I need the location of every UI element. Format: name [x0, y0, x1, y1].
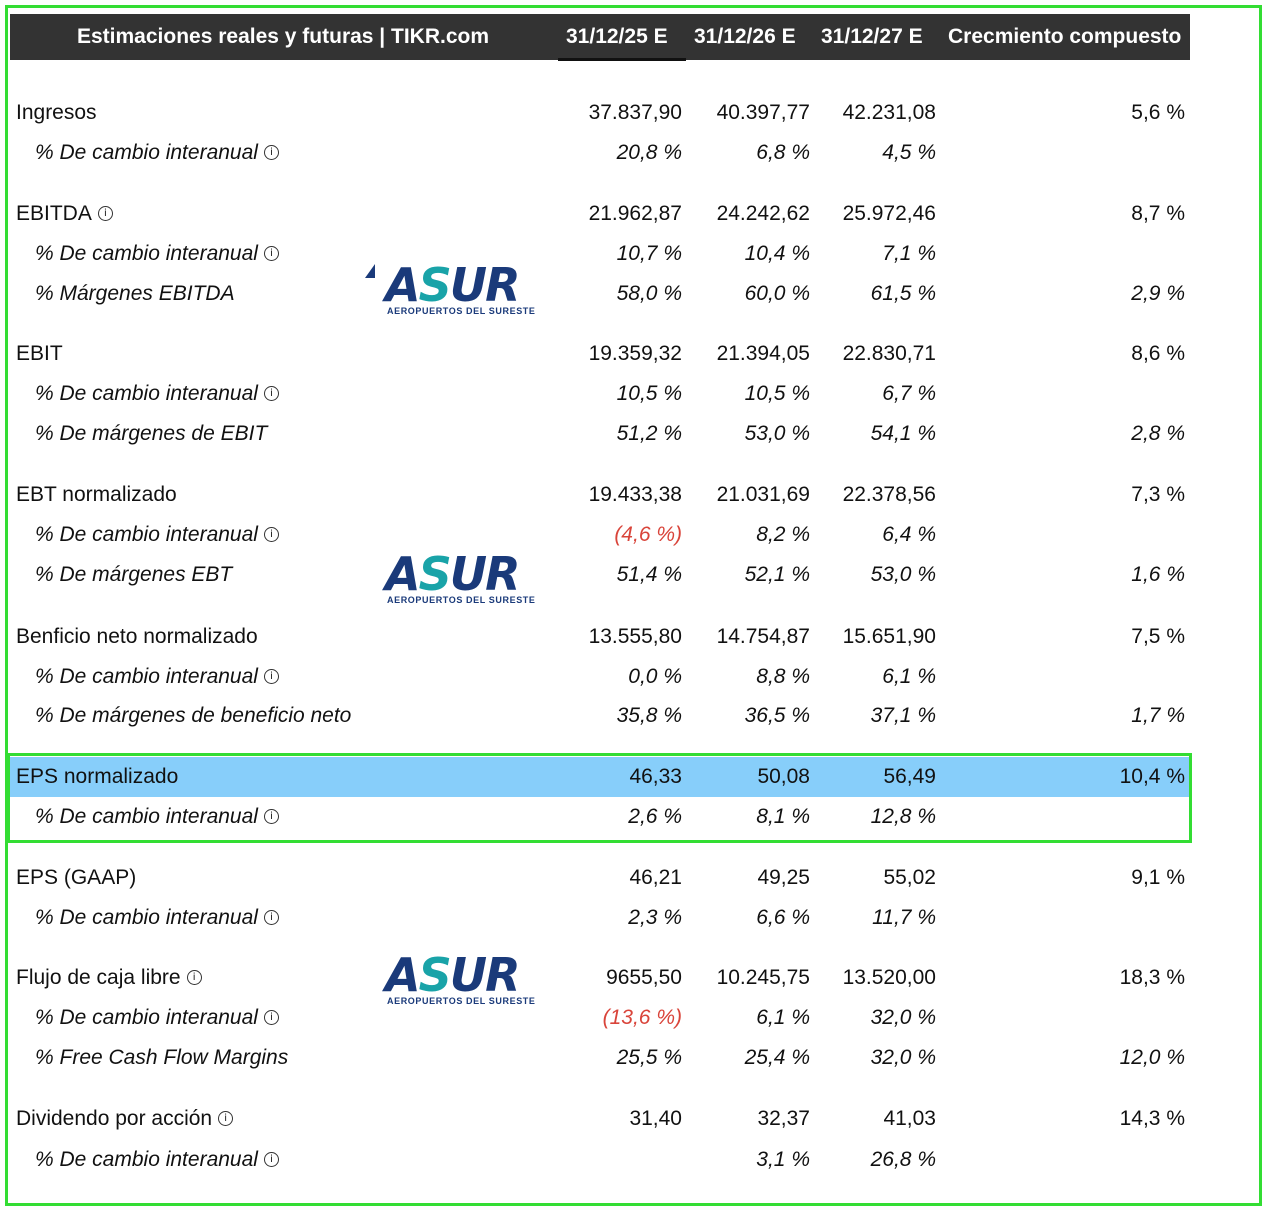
- selected-column-underline: [558, 58, 686, 61]
- table-row: [10, 998, 1190, 1038]
- table-row: [10, 194, 1190, 234]
- cell-value: 22.378,56: [842, 483, 936, 506]
- cell-value: 7,5 %: [1131, 625, 1185, 648]
- cell-value: 56,49: [883, 765, 936, 788]
- cell-value: 3,1 %: [756, 1148, 810, 1171]
- table-row: [10, 696, 1190, 736]
- cell-value: 25,4 %: [744, 1046, 810, 1069]
- cell-value: 10,4 %: [744, 242, 810, 265]
- cell-value: 22.830,71: [842, 342, 936, 365]
- table-row: [10, 1140, 1190, 1180]
- highlight-box: [7, 753, 1192, 843]
- cell-value: 31,40: [629, 1107, 682, 1130]
- cell-value: 7,1 %: [882, 242, 936, 265]
- header-col-cagr[interactable]: Crecmiento compuesto: [948, 25, 1182, 48]
- cell-value-negative: (13,6 %): [602, 1006, 682, 1029]
- cell-value: 12,0 %: [1119, 1046, 1185, 1069]
- row-label: Ingresos: [16, 101, 97, 124]
- row-label: % De márgenes EBT: [35, 563, 233, 586]
- cell-value: 2,8 %: [1131, 422, 1185, 445]
- header-col-2027[interactable]: 31/12/27 E: [821, 25, 923, 48]
- row-label: % Márgenes EBITDA: [35, 282, 235, 305]
- cell-value: 51,4 %: [616, 563, 682, 586]
- row-label: % De márgenes de EBIT: [35, 422, 268, 445]
- cell-value: 32,0 %: [870, 1046, 936, 1069]
- cell-value: 10,7 %: [616, 242, 682, 265]
- info-icon[interactable]: i: [187, 970, 202, 985]
- row-label: EPS normalizado: [16, 765, 179, 788]
- cell-value: 13.520,00: [842, 966, 936, 989]
- cell-value: 58,0 %: [616, 282, 682, 305]
- cell-value: 41,03: [883, 1107, 936, 1130]
- row-label: % De cambio interanual i: [35, 998, 279, 1038]
- cell-value: 10,5 %: [744, 382, 810, 405]
- info-icon[interactable]: i: [98, 206, 113, 221]
- row-label: % De cambio interanual i: [35, 898, 279, 938]
- cell-value: 52,1 %: [744, 563, 810, 586]
- cell-value: 8,7 %: [1131, 202, 1185, 225]
- info-icon[interactable]: i: [264, 910, 279, 925]
- asur-logo: [385, 948, 545, 1012]
- cell-value: 8,1 %: [756, 805, 810, 828]
- cell-value: 35,8 %: [616, 704, 682, 727]
- row-label: EPS (GAAP): [16, 866, 137, 889]
- cell-value: 13.555,80: [588, 625, 682, 648]
- table-row: [10, 898, 1190, 938]
- row-label: EBIT: [16, 342, 63, 365]
- cell-value: 10.245,75: [716, 966, 810, 989]
- row-label: % De cambio interanual i: [35, 234, 279, 274]
- cell-value-negative: (4,6 %): [614, 523, 682, 546]
- cell-value: 37,1 %: [870, 704, 936, 727]
- table-row: [10, 93, 1190, 133]
- cell-value: 12,8 %: [870, 805, 936, 828]
- table-row: [10, 555, 1190, 595]
- logo-wordmark: ASUR: [385, 948, 519, 1002]
- info-icon[interactable]: i: [264, 809, 279, 824]
- header-title: Estimaciones reales y futuras | TIKR.com: [77, 25, 490, 48]
- cell-value: 36,5 %: [744, 704, 810, 727]
- cell-value: 9655,50: [606, 966, 682, 989]
- table-row: [10, 1099, 1190, 1139]
- cell-value: 2,6 %: [628, 805, 682, 828]
- cell-value: 54,1 %: [870, 422, 936, 445]
- cell-value: 19.433,38: [588, 483, 682, 506]
- table-row: [10, 858, 1190, 898]
- cell-value: 20,8 %: [616, 141, 682, 164]
- table-row: [10, 515, 1190, 555]
- cell-value: 60,0 %: [744, 282, 810, 305]
- info-icon[interactable]: i: [264, 527, 279, 542]
- cell-value: 21.031,69: [716, 483, 810, 506]
- cell-value: 18,3 %: [1119, 966, 1185, 989]
- cell-value: 53,0 %: [870, 563, 936, 586]
- table-row: [10, 617, 1190, 657]
- row-label: Dividendo por acción i: [16, 1099, 233, 1139]
- cell-value: 32,0 %: [870, 1006, 936, 1029]
- cell-value: 46,33: [629, 765, 682, 788]
- cell-value: 26,8 %: [870, 1148, 936, 1171]
- cell-value: 6,6 %: [756, 906, 810, 929]
- cell-value: 25.972,46: [842, 202, 936, 225]
- row-label: Benficio neto normalizado: [16, 625, 258, 648]
- cell-value: 6,8 %: [756, 141, 810, 164]
- table-row: [10, 334, 1190, 374]
- cell-value: 49,25: [757, 866, 810, 889]
- info-icon[interactable]: i: [264, 145, 279, 160]
- cell-value: 6,7 %: [882, 382, 936, 405]
- cell-value: 15.651,90: [842, 625, 936, 648]
- cell-value: 0,0 %: [628, 665, 682, 688]
- cell-value: 42.231,08: [842, 101, 936, 124]
- cell-value: 53,0 %: [744, 422, 810, 445]
- logo-tagline: AEROPUERTOS DEL SURESTE: [387, 306, 536, 316]
- info-icon[interactable]: i: [264, 386, 279, 401]
- cell-value: 10,4 %: [1119, 765, 1185, 788]
- cell-value: 61,5 %: [870, 282, 936, 305]
- cell-value: 55,02: [883, 866, 936, 889]
- cell-value: 6,4 %: [882, 523, 936, 546]
- cell-value: 9,1 %: [1131, 866, 1185, 889]
- cell-value: 50,08: [757, 765, 810, 788]
- cell-value: 5,6 %: [1131, 101, 1185, 124]
- cell-value: 21.962,87: [588, 202, 682, 225]
- row-label: % De márgenes de beneficio neto: [35, 704, 352, 727]
- table-row: [10, 657, 1190, 697]
- info-icon[interactable]: i: [264, 1152, 279, 1167]
- header-col-2025[interactable]: 31/12/25 E: [566, 25, 668, 48]
- row-label: % De cambio interanual i: [35, 797, 279, 837]
- cell-value: 11,7 %: [872, 906, 936, 929]
- row-label: Flujo de caja libre i: [16, 958, 202, 998]
- cell-value: 14.754,87: [716, 625, 810, 648]
- cell-value: 1,6 %: [1131, 563, 1185, 586]
- cell-value: 1,7 %: [1131, 704, 1185, 727]
- table-row: [10, 958, 1190, 998]
- cell-value: 14,3 %: [1119, 1107, 1185, 1130]
- cell-value: 6,1 %: [882, 665, 936, 688]
- cell-value: 25,5 %: [616, 1046, 682, 1069]
- table-row: [10, 374, 1190, 414]
- table-row: [10, 234, 1190, 274]
- cell-value: 37.837,90: [588, 101, 682, 124]
- row-label: EBT normalizado: [16, 483, 177, 506]
- cell-value: 6,1 %: [756, 1006, 810, 1029]
- table-row: [10, 475, 1190, 515]
- cell-value: 21.394,05: [716, 342, 810, 365]
- cell-value: 40.397,77: [716, 101, 810, 124]
- cell-value: 8,2 %: [756, 523, 810, 546]
- row-label: EBITDA i: [16, 194, 113, 234]
- cell-value: 51,2 %: [616, 422, 682, 445]
- cell-value: 10,5 %: [616, 382, 682, 405]
- asur-logo: [385, 258, 545, 322]
- cell-value: 2,3 %: [628, 906, 682, 929]
- row-label: % Free Cash Flow Margins: [35, 1046, 289, 1069]
- table-row: [10, 1038, 1190, 1078]
- table-row: [10, 133, 1190, 173]
- cell-value: 4,5 %: [882, 141, 936, 164]
- info-icon[interactable]: i: [264, 669, 279, 684]
- cell-value: 2,9 %: [1131, 282, 1185, 305]
- cell-value: 8,8 %: [756, 665, 810, 688]
- logo-wordmark: ASUR: [385, 258, 519, 312]
- row-label: % De cambio interanual i: [35, 1140, 279, 1180]
- info-icon[interactable]: i: [264, 1010, 279, 1025]
- info-icon[interactable]: i: [218, 1111, 233, 1126]
- table-header: [10, 14, 1190, 60]
- cell-value: 46,21: [629, 866, 682, 889]
- logo-tagline: AEROPUERTOS DEL SURESTE: [387, 595, 536, 605]
- logo-wordmark: ASUR: [385, 547, 519, 601]
- row-label: % De cambio interanual i: [35, 657, 279, 697]
- logo-mark: [365, 264, 375, 278]
- row-label: % De cambio interanual i: [35, 515, 279, 555]
- asur-logo: [385, 547, 545, 611]
- cell-value: 32,37: [757, 1107, 810, 1130]
- cell-value: 24.242,62: [716, 202, 810, 225]
- header-col-2026[interactable]: 31/12/26 E: [694, 25, 796, 48]
- info-icon[interactable]: i: [264, 246, 279, 261]
- cell-value: 8,6 %: [1131, 342, 1185, 365]
- cell-value: 7,3 %: [1131, 483, 1185, 506]
- logo-tagline: AEROPUERTOS DEL SURESTE: [387, 996, 536, 1006]
- table-row: [10, 274, 1190, 314]
- cell-value: 19.359,32: [588, 342, 682, 365]
- table-row: [10, 414, 1190, 454]
- row-label: % De cambio interanual i: [35, 133, 279, 173]
- row-label: % De cambio interanual i: [35, 374, 279, 414]
